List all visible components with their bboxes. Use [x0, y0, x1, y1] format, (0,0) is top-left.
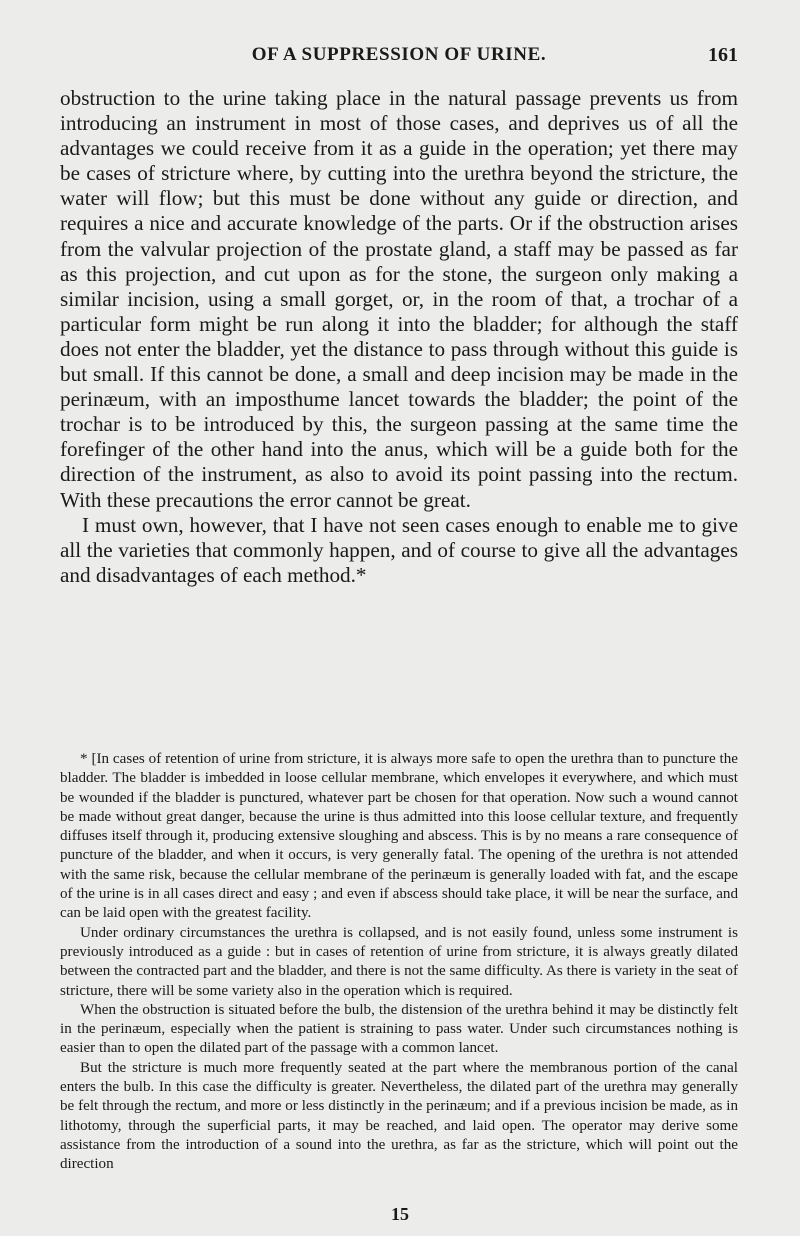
main-text [60, 86, 738, 588]
body-paragraph: I must own, however, that I have not seen cases enough to enable me to give all the varieties that commonly happen, and of course to give all the advantages and disadvantages of each method.* [60, 512, 738, 587]
running-head [60, 44, 738, 68]
footnote-paragraph: But the stricture is much more frequently seated at the part where the membranous portion of the canal enters the bulb. In this case the difficulty is greater. Nevertheless, the dilated part of the urethra may generally be felt through the rectum, and more or less distinctly in the perinæum; and if a previous incision be made, as in lithotomy, through the superficial parts, it may be reached, and laid open. The operator may derive some assistance from the introduction of a sound into the urethra, as far as the stricture, which will point out the direction [60, 1059, 738, 1173]
body-paragraph: obstruction to the urine taking place in the natural passage prevents us from introducing an instrument in most of those cases, and deprives us of all the advantages we could receive from it as a guide in the operation; yet there may be cases of stricture where, by cutting into the urethra beyond the stricture, the water will flow; but this must be done without any guide or direction, and requires a nice and accurate knowledge of the parts. Or if the obstruction arises from the valvular projection of the prostate gland, a staff may be passed as far as this projection, and cut upon as for the stone, the surgeon only making a similar incision, using a small gorget, or, in the room of that, a trochar of a particular form might be run along it into the bladder; for although the staff does not enter the bladder, yet the distance to pass through without this guide is but small. If this cannot be done, a small and deep incision may be made in the perinæum, with an imposthume lancet towards the bladder; the point of the trochar is to be introduced by this, the surgeon passing at the same time the forefinger of the other hand into the anus, which will be a guide both for the direction of the instrument, as also to avoid its point passing into the rectum. With these precautions the error cannot be great. [60, 86, 738, 512]
footnote-paragraph: * [In cases of retention of urine from stricture, it is always more safe to open the urethra than to puncture the bladder. The bladder is imbedded in loose cellular membrane, which envelopes it everywhere, and which must be wounded if the bladder is punctured, whatever part be chosen for that operation. Now such a wound cannot be made without great danger, because the urine is thus admitted into this loose cellular texture, and frequently diffuses itself through it, producing extensive sloughing and abscess. This is by no means a rare consequence of puncture of the bladder, and when it occurs, is very generally fatal. The opening of the urethra is not attended with the same risk, because the cellular membrane of the perinæum is generally loaded with fat, and the escape of the urine is in all cases direct and easy ; and even if abscess should take place, it will be near the surface, and can be laid open with the greatest facility. [60, 751, 738, 922]
footnote-paragraph: When the obstruction is situated before the bulb, the distension of the urethra behind it may be distinctly felt in the perinæum, especially when the patient is straining to pass water. Under such circumstances nothing is easier than to open the dilated part of the passage with a common lancet. [60, 1001, 738, 1057]
footnote-block [60, 750, 738, 1175]
running-title: OF A SUPPRESSION OF URINE. [251, 44, 547, 65]
footnote-paragraph: Under ordinary circumstances the urethra is collapsed, and is not easily found, unless some instrument is previously introduced as a guide : but in cases of retention of urine from stricture, it is always greatly dilated between the contracted part and the bladder, and there is not the same difficulty. As there is variety in the seat of stricture, there will be some variety also in the operation which is required. [60, 924, 738, 999]
page-number: 161 [708, 44, 738, 66]
signature-mark: 15 [391, 1204, 409, 1224]
